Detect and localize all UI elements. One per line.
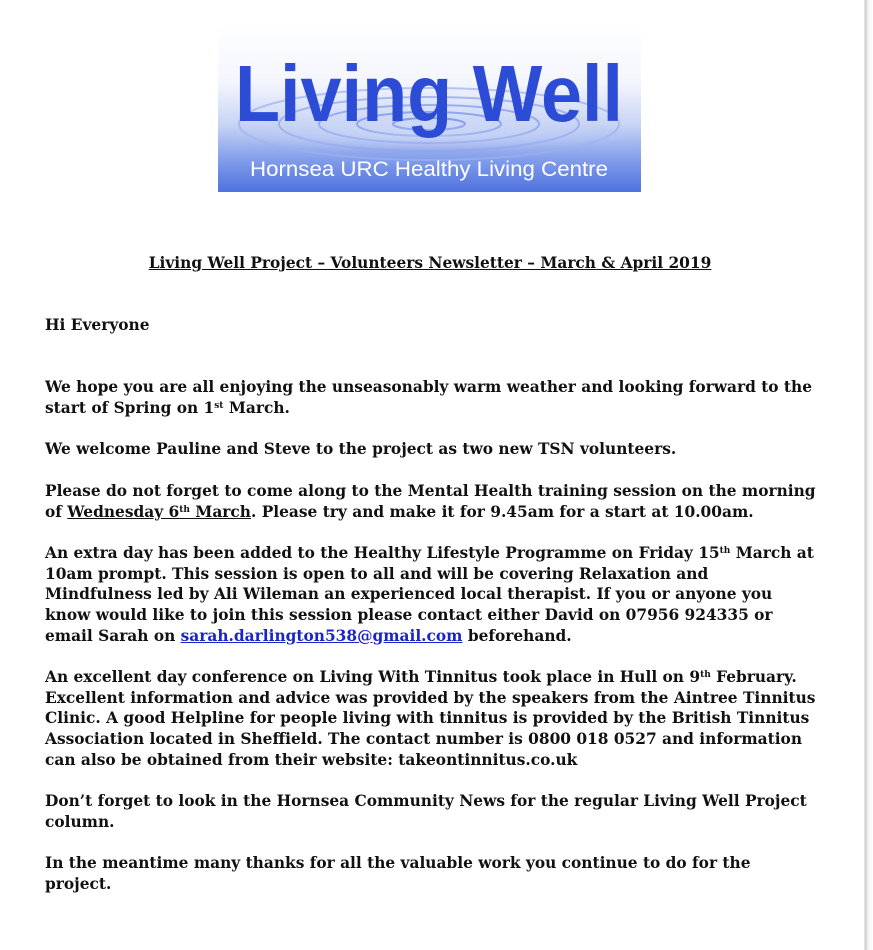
paragraph-extra-day [45, 543, 820, 647]
paragraph-training [45, 481, 820, 522]
paragraph-welcome: We welcome Pauline and Steve to the project as two new TSN volunteers. [45, 440, 677, 458]
tinnitus-text: An excellent day conference on Living With Tinnitus took place in Hull on 9 [45, 668, 701, 686]
training-date [67, 503, 251, 521]
extra-day-text-end: beforehand. [462, 626, 572, 645]
weather-text-end: March. [223, 398, 290, 417]
tinnitus-sup: th [700, 670, 711, 680]
living-well-logo [218, 24, 641, 192]
training-date-day: Wednesday 6 [67, 502, 180, 521]
extra-day-text: An extra day has been added to the Healthy Lifestyle Programme on Friday 15 [45, 544, 720, 562]
training-text: Please do not forget to come along to the Mental Health training session on the morning of [45, 482, 816, 521]
paragraph-weather [45, 377, 820, 418]
email-link[interactable]: sarah.darlington538@gmail.com [180, 626, 463, 645]
weather-text: We hope you are all enjoying the unseasonably warm weather and looking forward to the start of Spring on 1 [45, 378, 813, 417]
tinnitus-text-end: February. Excellent information and advice was provided by the speakers from the Aintree Tinnitus Clinic. A good Helpline for people living with tinnitus is provided by the British Tinnitus Association located in Sheffield. The contact number is 0800 018 0527 and information can also be obtained from their website: takeontinnitus.co.uk [45, 668, 816, 769]
training-date-sup: th [179, 504, 190, 515]
paragraph-community-news: Don’t forget to look in the Hornsea Community News for the regular Living Well Project column. [45, 792, 807, 831]
logo-image [218, 24, 641, 192]
logo-main-text: Living Well [235, 49, 623, 138]
training-date-month: March [189, 502, 251, 521]
extra-day-sup: th [719, 546, 731, 556]
extra-day-text-mid: March at 10am prompt. This session is open to all and will be covering Relaxation and Mindfulness led by Ali Wileman an experienced local therapist. If you or anyone you know would like to join this session please contact either David on 07956 924335 or email Sarah on [45, 544, 814, 645]
training-text-end: . Please try and make it for 9.45am for a start at 10.00am. [250, 502, 754, 521]
paragraph-thanks: In the meantime many thanks for all the valuable work you continue to do for the project. [45, 854, 751, 893]
newsletter-title: Living Well Project – Volunteers Newsletter – March & April 2019 [148, 254, 712, 272]
paragraph-tinnitus [45, 667, 820, 771]
greeting: Hi Everyone [45, 316, 150, 334]
page-edge-shadow [864, 0, 873, 950]
weather-sup: st [214, 400, 224, 411]
logo-sub-text: Hornsea URC Healthy Living Centre [250, 158, 608, 181]
